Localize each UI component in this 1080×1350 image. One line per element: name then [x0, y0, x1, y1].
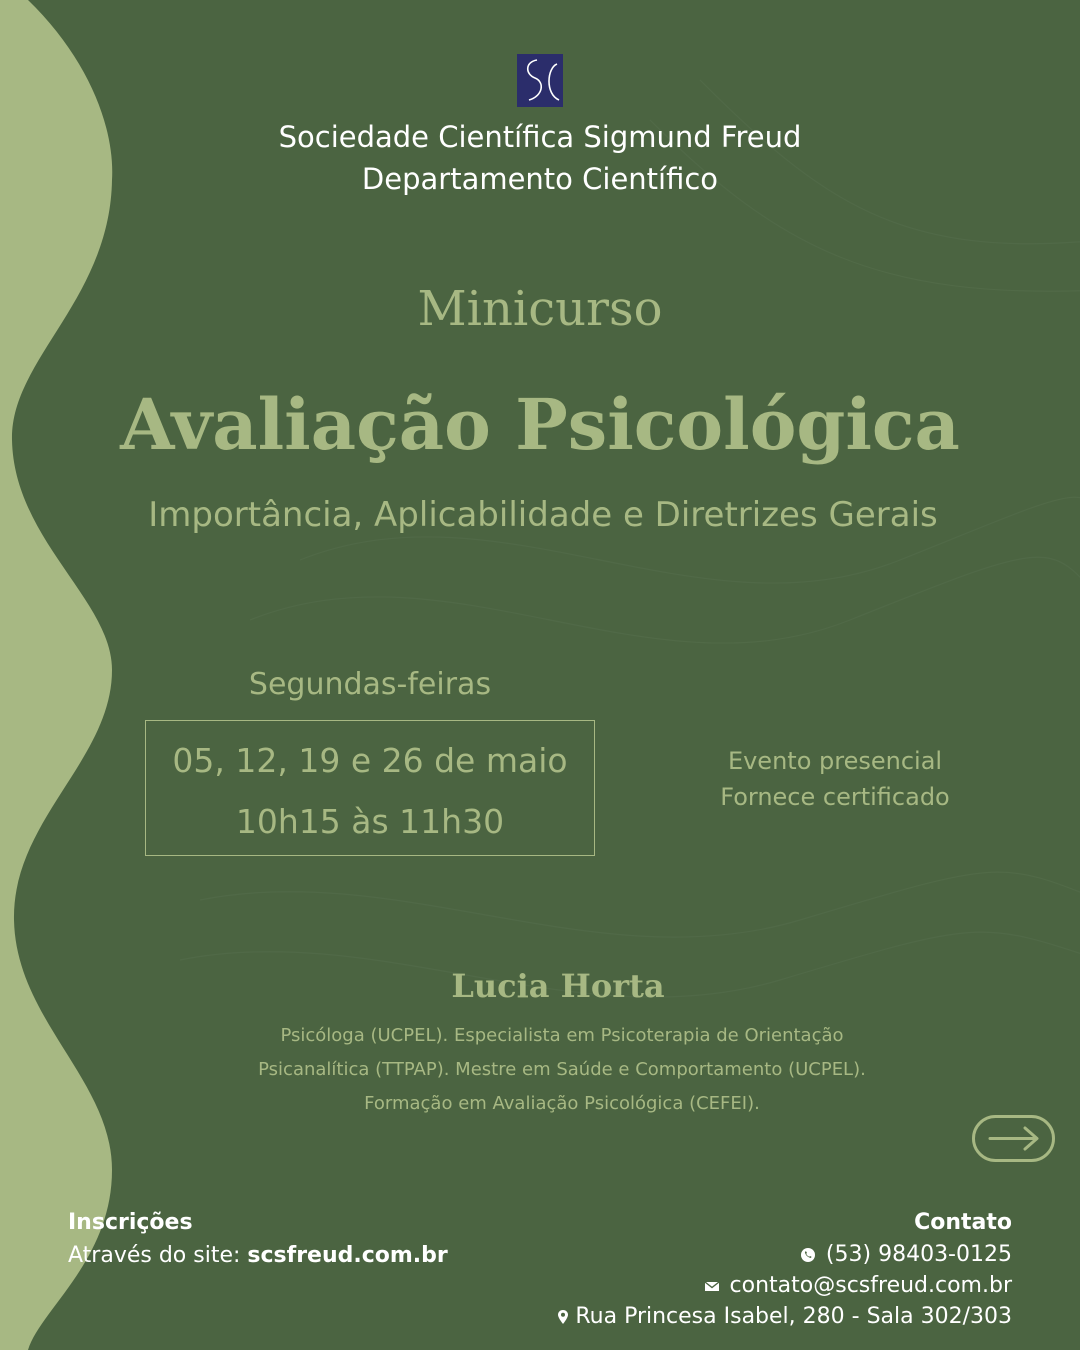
contact-phone-row	[555, 1239, 1012, 1270]
organization-name: Sociedade Científica Sigmund Freud	[278, 120, 802, 154]
schedule-box	[145, 720, 595, 856]
speaker-bio-line: Psicanalítica (TTPAP). Mestre em Saúde e Comportamento (UCPEL).	[258, 1059, 866, 1080]
speaker-name: Lucia Horta	[451, 967, 665, 1005]
event-certificate: Fornece certificado	[720, 783, 950, 811]
course-title: Avaliação Psicológica	[120, 383, 960, 466]
registration-heading: Inscrições	[68, 1210, 193, 1235]
event-mode: Evento presencial	[727, 747, 943, 775]
contact-email-row	[555, 1270, 1012, 1301]
department-name: Departamento Científico	[361, 162, 719, 196]
schedule-time: 10h15 às 11h30	[235, 802, 505, 841]
contact-address-row	[555, 1301, 1012, 1332]
registration-block	[68, 1207, 448, 1273]
course-subtitle: Importância, Aplicabilidade e Diretrizes Gerais	[148, 495, 938, 535]
schedule-dates: 05, 12, 19 e 26 de maio	[172, 741, 568, 780]
schedule-weekday: Segundas-feiras	[248, 667, 492, 702]
course-kind: Minicurso	[417, 281, 663, 337]
contact-heading: Contato	[914, 1210, 1012, 1235]
speaker-bio-line: Psicóloga (UCPEL). Especialista em Psicoterapia de Orientação	[280, 1025, 844, 1046]
registration-site-link[interactable]: scsfreud.com.br	[247, 1243, 448, 1268]
speaker-bio-line: Formação em Avaliação Psicológica (CEFEI).	[364, 1093, 760, 1114]
location-pin-icon	[555, 1309, 571, 1325]
whatsapp-icon	[800, 1247, 816, 1263]
registration-line	[68, 1239, 448, 1273]
contact-phone[interactable]: (53) 98403-0125	[825, 1242, 1012, 1267]
contact-email[interactable]: contato@scsfreud.com.br	[729, 1273, 1012, 1298]
contact-address: Rua Princesa Isabel, 280 - Sala 302/303	[575, 1304, 1012, 1329]
arrow-right-icon[interactable]	[972, 1115, 1055, 1162]
scs-logo-icon	[517, 54, 563, 107]
contact-block	[555, 1207, 1012, 1332]
mail-icon	[704, 1278, 720, 1294]
registration-prefix: Através do site:	[68, 1243, 248, 1268]
